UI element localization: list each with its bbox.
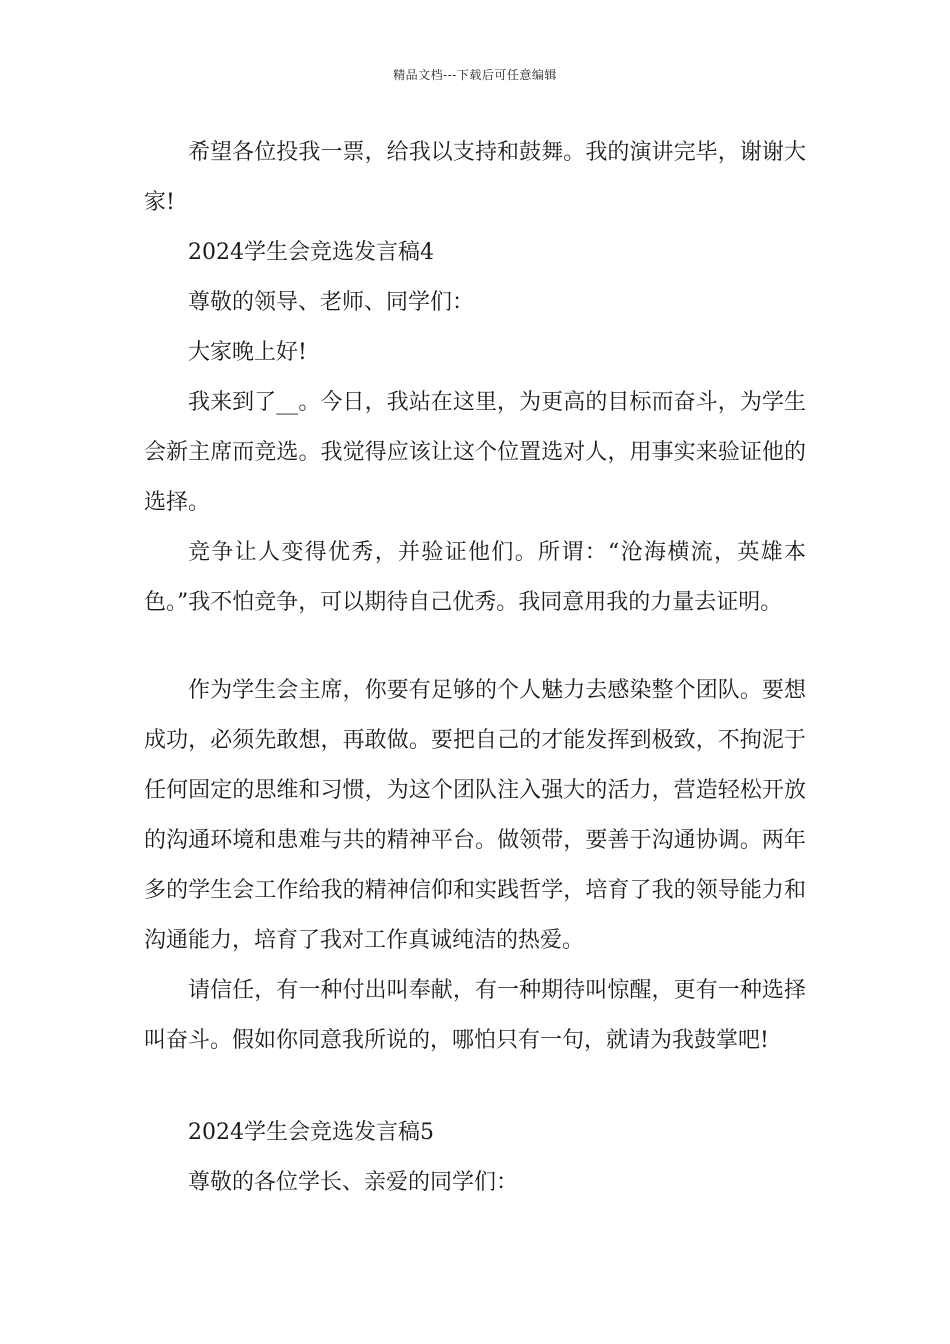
greeting: 大家晚上好! <box>188 340 307 365</box>
salutation-5: 尊敬的各位学长、亲爱的同学们： <box>188 1170 519 1195</box>
paragraph-spacer <box>144 1066 806 1108</box>
paragraph-chairman: 作为学生会主席，你要有足够的个人魅力去感染整个团队。要想成功，必须先敢想，再敢做。要把自己的才能发挥到极致，不拘泥于任何固定的思维和习惯，为这个团队注入强大的活力，营造轻松开放的沟通环境和患难与共的精神平台。做领带，要善于沟通协调。两年多的学生会工作给我的精神信仰和实践哲学，培育了我的领导能力和沟通能力，培育了我对工作真诚纯洁的热爱。 <box>144 678 806 953</box>
paragraph-intro: 我来到了__。今日，我站在这里，为更高的目标而奋斗，为学生会新主席而竞选。我觉得应该让这个位置选对人，用事实来验证他的选择。 <box>144 390 806 515</box>
document-body <box>144 128 806 1208</box>
salutation-4: 尊敬的领导、老师、同学们： <box>188 290 475 315</box>
paragraph-spacer <box>144 628 806 666</box>
section-title-5: 2024学生会竞选发言稿5 <box>188 1120 434 1145</box>
paragraph-trust: 请信任，有一种付出叫奉献，有一种期待叫惊醒，更有一种选择叫奋斗。假如你同意我所说的，哪怕只有一句，就请为我鼓掌吧! <box>144 978 806 1053</box>
paragraph-closing: 希望各位投我一票，给我以支持和鼓舞。我的演讲完毕，谢谢大家! <box>144 140 806 215</box>
section-title-4: 2024学生会竞选发言稿4 <box>188 240 434 265</box>
page-header: 精品文档---下载后可任意编辑 <box>393 68 557 82</box>
paragraph-competition: 竞争让人变得优秀，并验证他们。所谓：“沧海横流，英雄本色。”我不怕竞争，可以期待自己优秀。我同意用我的力量去证明。 <box>144 540 806 615</box>
